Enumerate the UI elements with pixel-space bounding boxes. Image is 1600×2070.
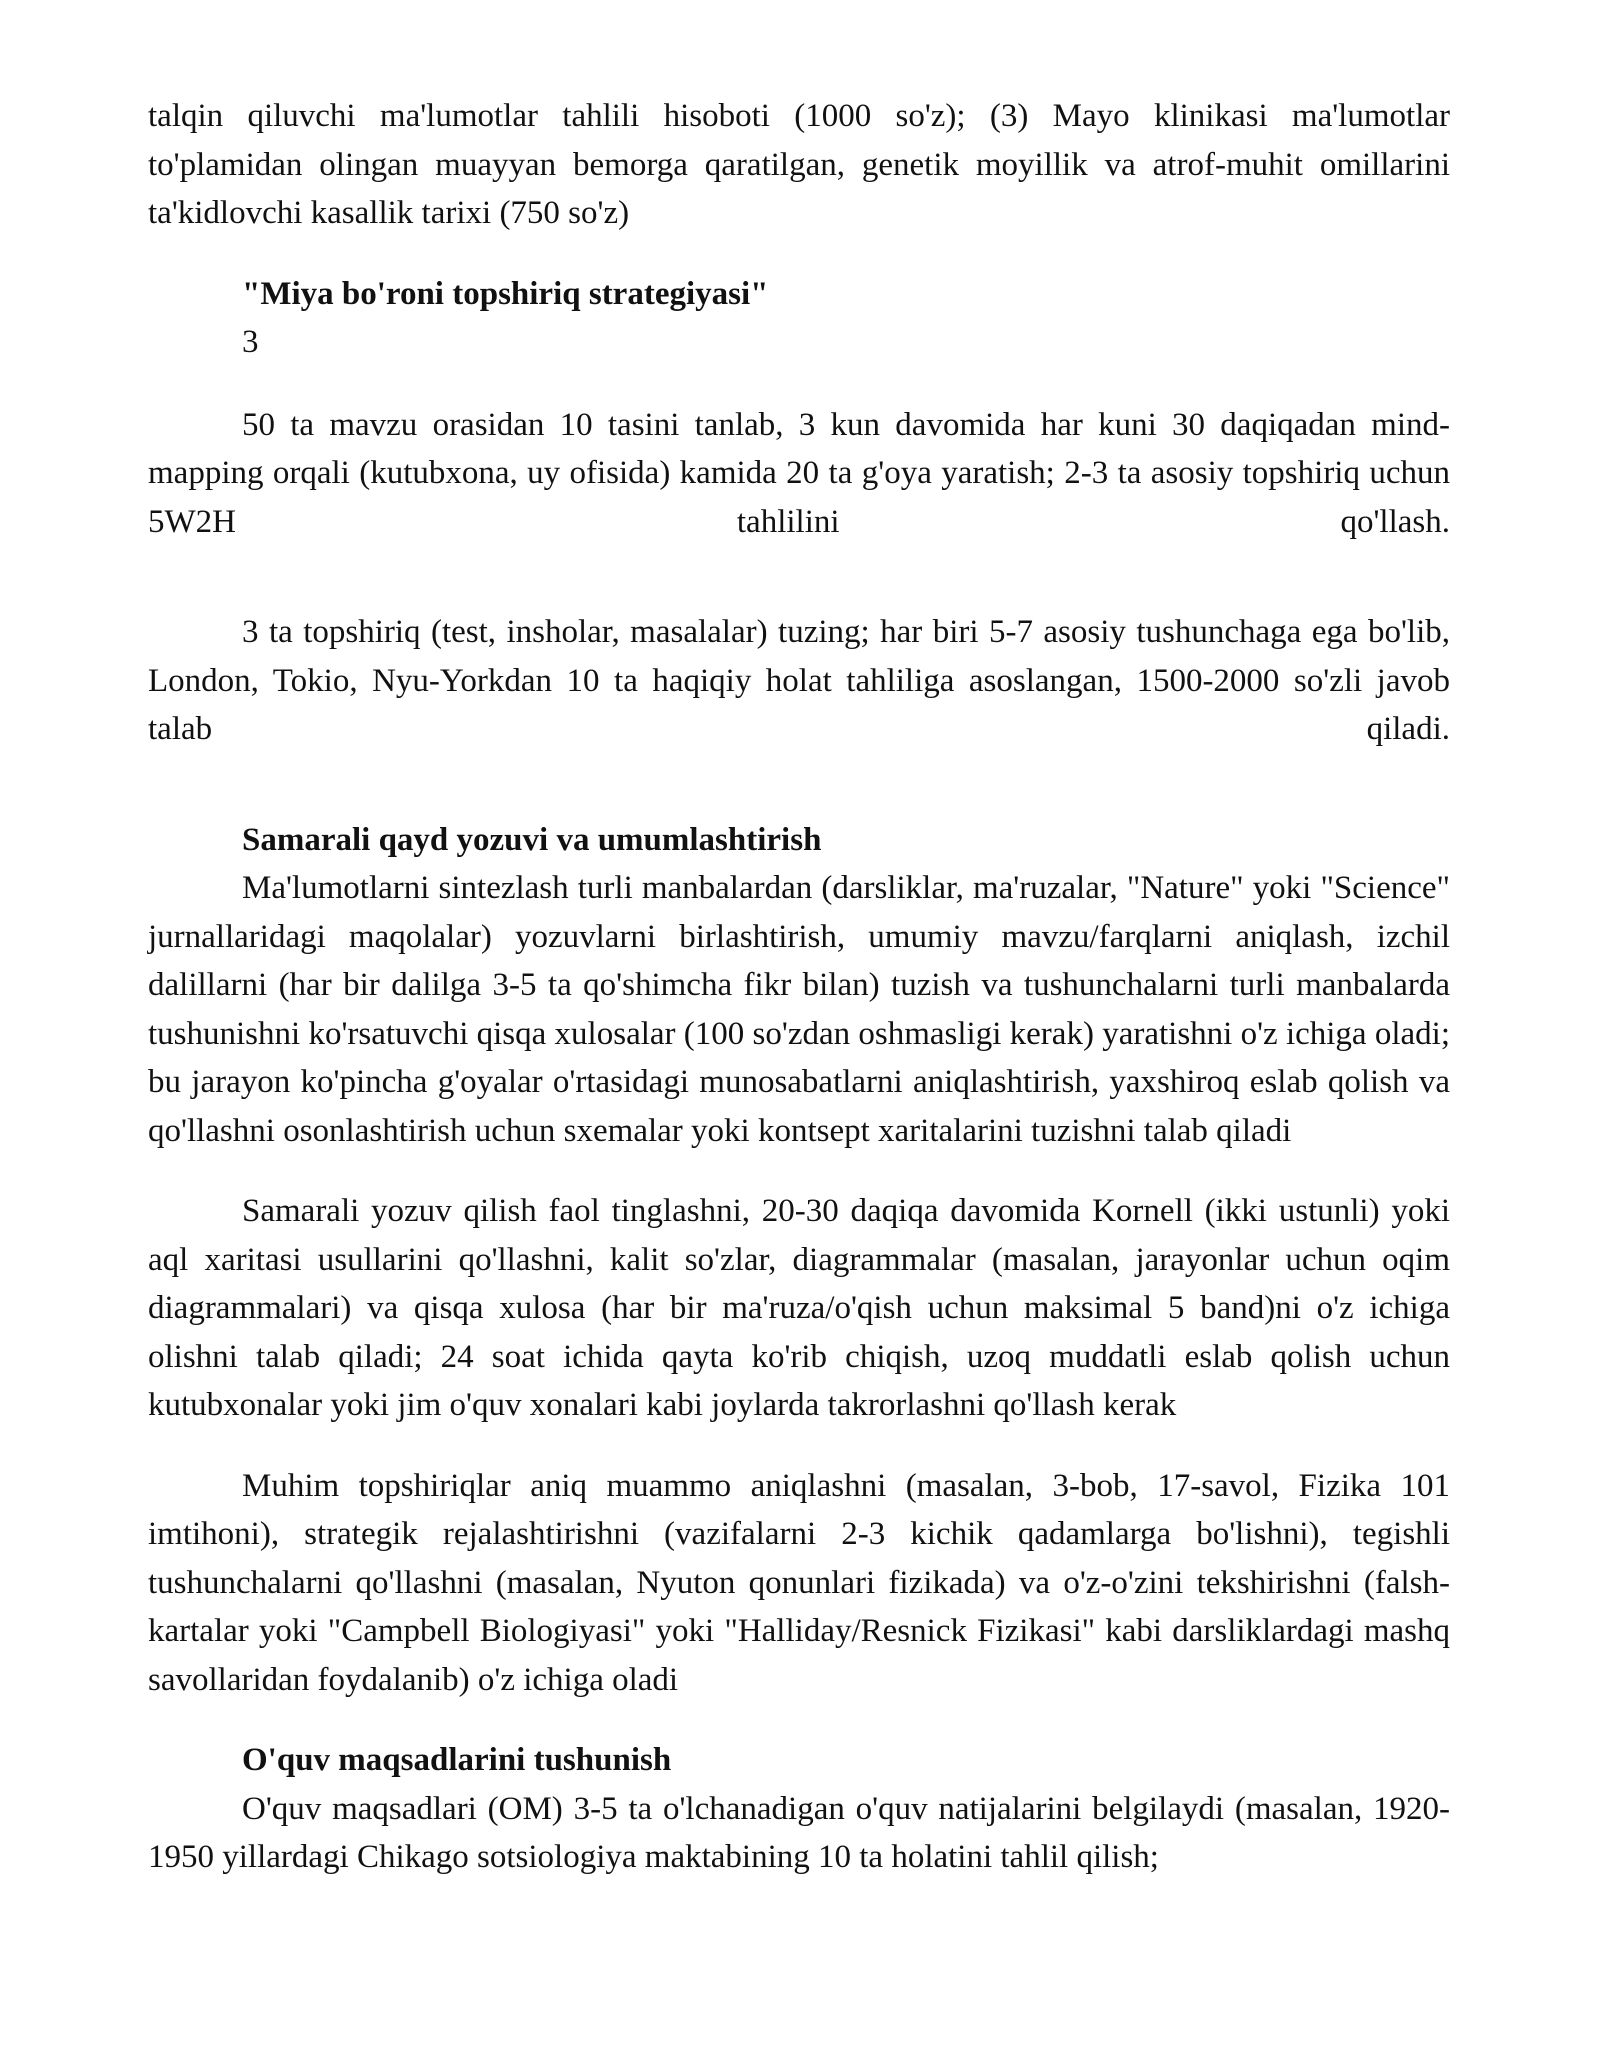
learning-goals-paragraph-1: O'quv maqsadlari (OM) 3-5 ta o'lchanadigan o'quv natijalarini belgilaydi (masalan, 1920-1950 yillardagi Chikago sotsiologiya maktabining 10 ta holatini tahlil qilish; <box>148 1790 1450 1875</box>
section-heading-learning-goals: O'quv maqsadlarini tushunish <box>242 1742 672 1778</box>
section-heading-note-taking: Samarali qayd yozuvi va umumlashtirish <box>242 821 822 858</box>
note-taking-paragraph-3: Muhim topshiriqlar aniq muammo aniqlashni (masalan, 3-bob, 17-savol, Fizika 101 imtihoni), strategik rejalashtirishni (vazifalarni 2-3 kichik qadamlarga bo'lishni), tegishli tushunchalarni qo'llashni (masalan, Nyuton qonunlari fizikada) va o'z-o'zini tekshirishni (falsh-kartalar yoki "Campbell Biologiyasi" yoki "Halliday/Resnick Fizikasi" kabi darsliklardagi mashq savollaridan foydalanib) o'z ichiga oladi <box>148 1467 1450 1698</box>
note-taking-paragraph-2: Samarali yozuv qilish faol tinglashni, 20-30 daqiqa davomida Kornell (ikki ustunli) yoki aql xaritasi usullarini qo'llashni, kalit so'zlar, diagrammalar (masalan, jarayonlar uchun oqim diagrammalari) va qisqa xulosa (har bir ma'ruza/o'qish uchun maksimal 5 band)ni o'z ichiga olishni talab qiladi; 24 soat ichida qayta ko'rib chiqish, uzoq muddatli eslab qolish uchun kutubxonalar yoki jim o'quv xonalari kabi joylarda takrorlashni qo'llash kerak <box>148 1193 1450 1423</box>
section-number: 3 <box>242 324 259 360</box>
brainstorm-paragraph-2: 3 ta topshiriq (test, insholar, masalalar) tuzing; har biri 5-7 asosiy tushunchaga ega bo'lib, London, Tokio, Nyu-Yorkdan 10 ta haqiqiy holat tahliliga asoslangan, 1500-2000 so'zli javob talab qiladi. <box>148 614 1450 747</box>
section-heading-brainstorm: "Miya bo'roni topshiriq strategiyasi" <box>242 275 769 312</box>
note-taking-paragraph-1: Ma'lumotlarni sintezlash turli manbalardan (darsliklar, ma'ruzalar, "Nature" yoki "Science" jurnallaridagi maqolalar) yozuvlarni birlashtirish, umumiy mavzu/farqlarni aniqlash, izchil dalillarni (har bir dalilga 3-5 ta qo'shimcha fikr bilan) tuzish va tushunchalarni turli manbalarda tushunishni ko'rsatuvchi qisqa xulosalar (100 so'zdan oshmasligi kerak) yaratishni o'z ichiga oladi; bu jarayon ko'pincha g'oyalar o'rtasidagi munosabatlarni aniqlashtirish, yaxshiroq eslab qolish va qo'llashni osonlashtirish uchun sxemalar yoki kontsept xaritalarini tuzishni talab qiladi <box>148 870 1450 1149</box>
intro-paragraph: talqin qiluvchi ma'lumotlar tahlili hisoboti (1000 so'z); (3) Mayo klinikasi ma'lumotlar to'plamidan olingan muayyan bemorga qaratilgan, genetik moyillik va atrof-muhit omillarini ta'kidlovchi kasallik tarixi (750 so'z) <box>148 98 1450 231</box>
document-page <box>148 92 1450 1882</box>
brainstorm-paragraph-1: 50 ta mavzu orasidan 10 tasini tanlab, 3 kun davomida har kuni 30 daqiqadan mind-mapping orqali (kutubxona, uy ofisida) kamida 20 ta g'oya yaratish; 2-3 ta asosiy topshiriq uchun 5W2H tahlilini qo'llash. <box>148 406 1450 540</box>
